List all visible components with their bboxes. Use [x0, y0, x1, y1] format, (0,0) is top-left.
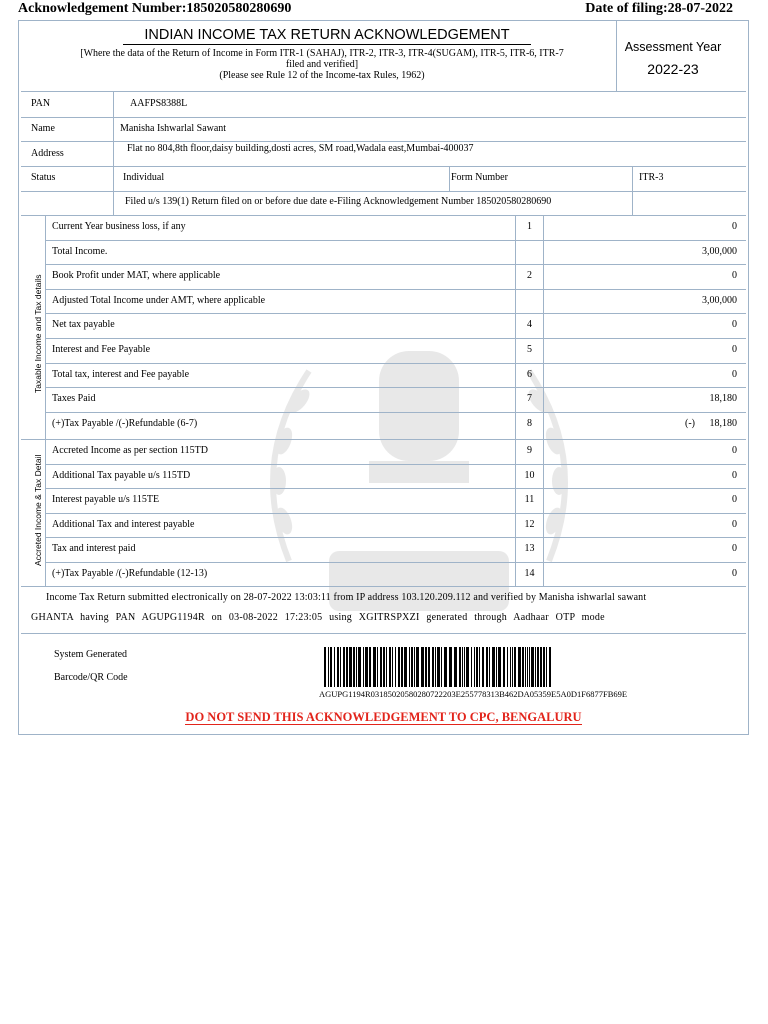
row-value: 0 — [732, 319, 737, 331]
barcode-bar — [334, 647, 335, 687]
barcode-bar — [380, 647, 382, 687]
status-value: Individual — [123, 172, 165, 183]
row-label: Book Profit under MAT, where applicable — [52, 270, 221, 282]
barcode-bar — [449, 647, 452, 687]
status-divider — [449, 166, 450, 191]
divider — [21, 586, 746, 587]
divider — [21, 633, 746, 634]
barcode-bar — [392, 647, 393, 687]
row-number: 10 — [524, 469, 535, 481]
subtitle-line-3: (Please see Rule 12 of the Income-tax Rules, 1962) — [219, 70, 425, 81]
row-divider — [46, 562, 746, 563]
barcode-bar — [425, 647, 427, 687]
section-divider — [21, 439, 746, 440]
barcode-bar — [476, 647, 478, 687]
row-label: Taxes Paid — [52, 393, 96, 405]
barcode-text: AGUPG1194R0318502058028072220​3E255778313B462DA05359E5A0D1F6877FB69E — [319, 689, 628, 699]
form-title: INDIAN INCOME TAX RETURN ACKNOWLEDGEMENT — [123, 27, 531, 45]
row-value: 0 — [732, 543, 737, 555]
verification-line-1: Income Tax Return submitted electronically on 28-07-2022 13:03:11 from IP address 103.120.209.112 and verified by Manisha ishwarlal sawant — [46, 592, 647, 603]
cpc-warning — [19, 710, 748, 725]
row-label: Accreted Income as per section 115TD — [52, 445, 208, 456]
refund-prefix: (-) — [685, 417, 695, 429]
subtitle-line-2: filed and verified] — [285, 59, 359, 70]
barcode-bar — [328, 647, 329, 687]
system-generated-label: System Generated — [54, 649, 128, 660]
barcode-bar — [540, 647, 542, 687]
row-label: Additional Tax and interest payable — [52, 518, 195, 530]
barcode-bar — [459, 647, 461, 687]
acknowledgement-form — [18, 20, 749, 735]
form-number-label: Form Number — [451, 172, 508, 183]
barcode-bar — [416, 647, 419, 687]
barcode-bar — [401, 647, 403, 687]
barcode-bar — [492, 647, 495, 687]
barcode-bar — [466, 647, 469, 687]
barcode-bar — [525, 647, 526, 687]
divider — [21, 191, 746, 192]
barcode-bar — [441, 647, 442, 687]
emblem-watermark — [229, 311, 609, 631]
row-divider — [46, 513, 746, 514]
row-number: 4 — [527, 319, 532, 331]
barcode-bar — [512, 647, 513, 687]
row-divider — [46, 240, 746, 241]
barcode-bar — [428, 647, 430, 687]
barcode-bar — [356, 647, 357, 687]
barcode-bar — [531, 647, 534, 687]
form-number-divider — [632, 166, 633, 191]
barcode-bar — [369, 647, 371, 687]
form-subtitle — [37, 48, 607, 81]
barcode-bar — [409, 647, 410, 687]
row-value: 0 — [732, 494, 737, 506]
row-label: (+)Tax Payable /(-)Refundable (6-7) — [52, 417, 198, 429]
barcode-bar — [535, 647, 536, 687]
subtitle-line-1: [Where the data of the Return of Income in Form ITR-1 (SAHAJ), ITR-2, ITR-3, ITR-4(SUGAM), ITR-5, ITR-6, ITR-7 — [80, 48, 564, 59]
row-number: 8 — [527, 417, 532, 429]
address-label: Address — [31, 148, 64, 159]
barcode-bar — [462, 647, 463, 687]
row-number: 9 — [527, 445, 532, 456]
barcode-bar — [471, 647, 472, 687]
header-divider — [616, 21, 617, 91]
barcode-bar — [414, 647, 415, 687]
filed-divider — [632, 191, 633, 215]
row-number: 7 — [527, 393, 532, 405]
divider — [21, 141, 746, 142]
barcode-bar — [537, 647, 539, 687]
barcode-bar — [349, 647, 352, 687]
label-column-divider — [113, 91, 114, 215]
barcode-bar — [543, 647, 545, 687]
row-label: Total Income. — [52, 245, 108, 257]
row-label: Tax and interest paid — [52, 543, 136, 555]
barcode-bar — [346, 647, 348, 687]
row-number: 12 — [524, 518, 535, 530]
taxable-section-label: Taxable Income and Tax details — [33, 274, 43, 393]
row-divider — [46, 264, 746, 265]
barcode-bar — [482, 647, 484, 687]
row-label: Current Year business loss, if any — [52, 221, 186, 232]
barcode-label: Barcode/QR Code — [54, 672, 128, 683]
barcode-bar — [324, 647, 326, 687]
barcode-bar — [527, 647, 528, 687]
barcode-bar — [377, 647, 378, 687]
row-divider — [46, 387, 746, 388]
cpc-warning-text: DO NOT SEND THIS ACKNOWLEDGEMENT TO CPC, BENGALURU — [185, 710, 582, 724]
barcode-bar — [358, 647, 361, 687]
barcode-bar — [486, 647, 488, 687]
row-value: 0 — [732, 270, 737, 282]
barcode-bar — [549, 647, 551, 687]
row-label: (+)Tax Payable /(-)Refundable (12-13) — [52, 568, 208, 579]
divider — [21, 117, 746, 118]
row-divider — [46, 313, 746, 314]
row-value: 0 — [732, 445, 737, 456]
date-of-filing: Date of filing:28-07-2022 — [585, 1, 733, 16]
barcode-bar — [389, 647, 391, 687]
barcode-bar — [330, 647, 332, 687]
barcode-bar — [340, 647, 341, 687]
status-label: Status — [31, 172, 56, 183]
row-divider — [46, 363, 746, 364]
acknowledgement-number: Acknowledgement Number:185020580280690 — [18, 1, 292, 16]
barcode-bar — [411, 647, 413, 687]
barcode-bar — [337, 647, 339, 687]
number-column-right-divider — [543, 215, 544, 586]
name-value: Manisha Ishwarlal Sawant — [120, 123, 227, 134]
row-value: 3,00,000 — [702, 294, 737, 306]
barcode-bar — [496, 647, 497, 687]
pan-label: PAN — [31, 98, 51, 109]
barcode-bar — [343, 647, 345, 687]
barcode-bar — [503, 647, 505, 687]
barcode-bar — [546, 647, 547, 687]
barcode-bar — [479, 647, 480, 687]
row-number: 14 — [524, 568, 535, 579]
barcode-bar — [522, 647, 524, 687]
barcode-bar — [510, 647, 511, 687]
barcode-bar — [398, 647, 400, 687]
barcode-bar — [435, 647, 436, 687]
assessment-year-label: Assessment Year — [624, 40, 722, 54]
barcode-bar — [518, 647, 521, 687]
row-value: 0 — [732, 568, 737, 579]
divider — [21, 166, 746, 167]
barcode-bar — [386, 647, 387, 687]
row-label: Additional Tax payable u/s 115TD — [52, 469, 191, 481]
divider — [21, 215, 746, 216]
row-divider — [46, 464, 746, 465]
row-number: 1 — [527, 221, 532, 232]
row-value: 0 — [732, 518, 737, 530]
row-label: Interest and Fee Payable — [52, 344, 151, 355]
row-number: 11 — [524, 494, 535, 506]
barcode-bar — [454, 647, 457, 687]
row-value: 0 — [732, 469, 737, 481]
filed-text: Filed u/s 139(1) Return filed on or before due date e-Filing Acknowledgement Number 185020580280690 — [125, 196, 552, 207]
barcode-image — [324, 647, 552, 687]
form-number-value: ITR-3 — [639, 172, 664, 183]
row-label: Total tax, interest and Fee payable — [52, 368, 190, 380]
side-label-divider — [45, 215, 46, 586]
row-value: 18,180 — [709, 417, 737, 429]
barcode-bar — [489, 647, 490, 687]
name-label: Name — [31, 123, 55, 134]
row-value: 0 — [732, 368, 737, 380]
row-label: Interest payable u/s 115TE — [52, 494, 160, 506]
accreted-section-label: Accreted Income & Tax Detail — [33, 454, 43, 566]
barcode-bar — [529, 647, 530, 687]
row-divider — [46, 488, 746, 489]
barcode-bar — [421, 647, 424, 687]
row-value: 0 — [732, 344, 737, 355]
barcode-bar — [395, 647, 396, 687]
barcode-bar — [373, 647, 376, 687]
row-number: 5 — [527, 344, 532, 355]
barcode-bar — [404, 647, 407, 687]
top-line — [18, 0, 733, 18]
assessment-year: 2022-23 — [647, 61, 699, 77]
verification-line-2: GHANTA having PAN AGUPG1194R on 03-08-2022 17:23:05 using XGITRSPXZI generated through Aadhaar OTP mode — [31, 612, 605, 623]
barcode-bar — [444, 647, 447, 687]
row-divider — [46, 338, 746, 339]
address-value: Flat no 804,8th floor,daisy building,dosti acres, SM road,Wadala east,Mumbai-400037 — [127, 143, 474, 154]
row-divider — [46, 289, 746, 290]
row-value: 18,180 — [709, 393, 737, 405]
divider — [21, 91, 746, 92]
barcode-bar — [353, 647, 355, 687]
barcode-bar — [464, 647, 465, 687]
barcode-bar — [432, 647, 434, 687]
pan-value: AAFPS8388L — [130, 98, 188, 109]
barcode-bar — [363, 647, 364, 687]
form-header — [19, 21, 748, 91]
row-number: 2 — [527, 270, 532, 282]
row-divider — [46, 412, 746, 413]
barcode-bar — [437, 647, 440, 687]
row-label: Adjusted Total Income under AMT, where applicable — [52, 294, 266, 306]
row-number: 6 — [527, 368, 532, 380]
barcode-bar — [507, 647, 508, 687]
barcode-bar — [498, 647, 501, 687]
barcode-bar — [383, 647, 385, 687]
barcode-bar — [514, 647, 516, 687]
row-number: 13 — [524, 543, 535, 555]
row-value: 0 — [732, 221, 737, 232]
barcode-bar — [365, 647, 368, 687]
row-label: Net tax payable — [52, 319, 115, 331]
row-value: 3,00,000 — [702, 245, 737, 257]
barcode-bar — [474, 647, 475, 687]
row-divider — [46, 537, 746, 538]
